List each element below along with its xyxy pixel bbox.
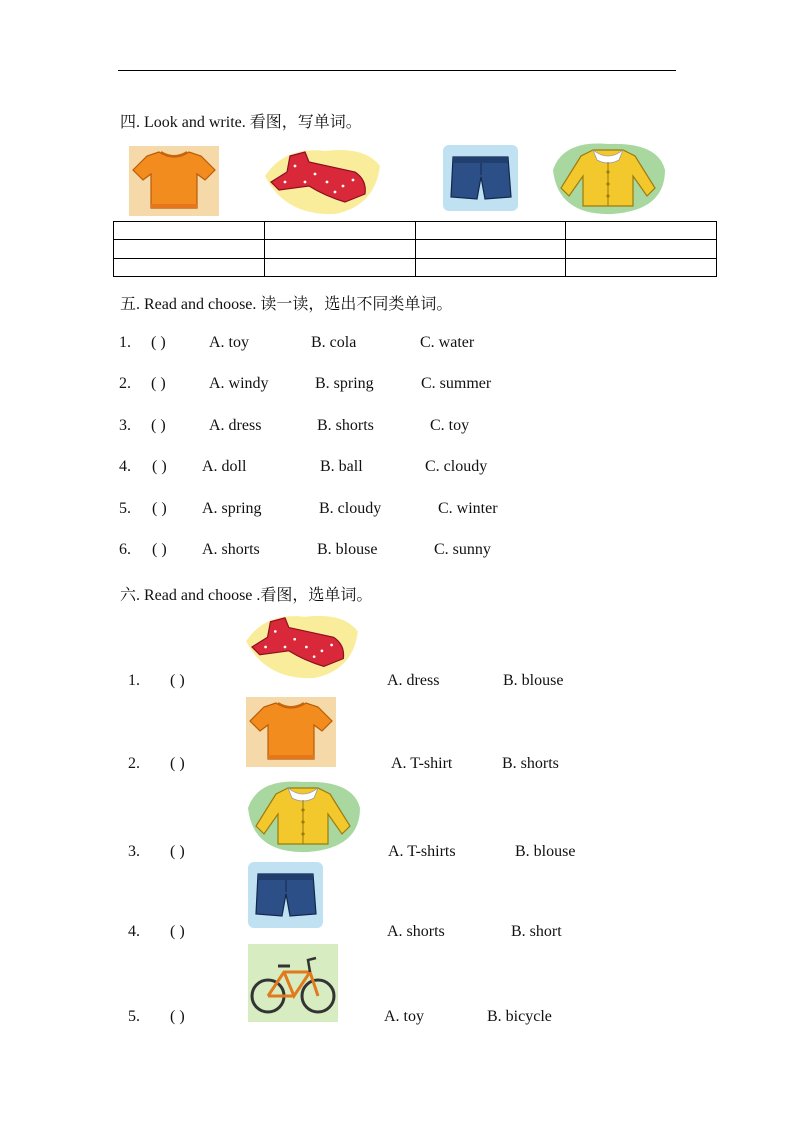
option-a: A. dress	[387, 672, 440, 689]
question-number: 3.	[119, 417, 131, 434]
question-row	[0, 843, 794, 863]
option-b: B. bicycle	[487, 1008, 552, 1025]
answer-blank[interactable]: ( )	[151, 375, 166, 392]
question-number: 2.	[119, 375, 131, 392]
option-b: B. short	[511, 923, 562, 940]
option-a: A. spring	[202, 500, 262, 517]
question-row	[0, 1008, 794, 1028]
option-c: C. sunny	[434, 541, 491, 558]
option-b: B. ball	[320, 458, 363, 475]
shorts-image	[443, 145, 518, 211]
answer-cell[interactable]	[415, 222, 566, 240]
question-row	[0, 500, 794, 520]
question-number: 1.	[128, 672, 140, 689]
answer-cell[interactable]	[114, 258, 265, 276]
option-b: B. cola	[311, 334, 357, 351]
option-a: A. T-shirt	[391, 755, 453, 772]
answer-blank[interactable]: ( )	[151, 334, 166, 351]
answer-cell[interactable]	[566, 240, 717, 258]
question-number: 2.	[128, 755, 140, 772]
section4-heading: 四. Look and write. 看图，写单词。	[120, 114, 362, 131]
question-row	[0, 375, 794, 395]
option-c: C. summer	[421, 375, 492, 392]
answer-cell[interactable]	[566, 258, 717, 276]
option-a: A. T-shirts	[388, 843, 456, 860]
option-a: A. dress	[209, 417, 262, 434]
answer-blank[interactable]: ( )	[152, 458, 167, 475]
question-row	[0, 417, 794, 437]
option-b: B. shorts	[502, 755, 559, 772]
section6-heading: 六. Read and choose .看图，选单词。	[120, 587, 373, 604]
answer-blank[interactable]: ( )	[152, 541, 167, 558]
question-number: 4.	[128, 923, 140, 940]
option-b: B. shorts	[317, 417, 374, 434]
option-c: C. toy	[430, 417, 470, 434]
answer-cell[interactable]	[264, 222, 415, 240]
answer-cell[interactable]	[415, 240, 566, 258]
option-b: B. cloudy	[319, 500, 382, 517]
question-row	[0, 923, 794, 943]
dress-image	[246, 612, 358, 680]
option-b: B. blouse	[317, 541, 378, 558]
option-a: A. toy	[209, 334, 249, 351]
answer-blank[interactable]: ( )	[170, 755, 185, 772]
blouse-image	[553, 140, 665, 216]
answer-blank[interactable]: ( )	[170, 843, 185, 860]
question-number: 3.	[128, 843, 140, 860]
answer-cell[interactable]	[415, 258, 566, 276]
dress-image	[265, 146, 380, 216]
question-row	[0, 755, 794, 775]
option-a: A. shorts	[202, 541, 260, 558]
option-a: A. shorts	[387, 923, 445, 940]
answer-cell[interactable]	[114, 222, 265, 240]
option-c: C. cloudy	[425, 458, 488, 475]
question-number: 4.	[119, 458, 131, 475]
answer-blank[interactable]: ( )	[170, 1008, 185, 1025]
section5-heading: 五. Read and choose. 读一读，选出不同类单词。	[120, 296, 453, 313]
option-c: C. water	[420, 334, 475, 351]
question-row	[0, 334, 794, 354]
option-a: A. toy	[384, 1008, 424, 1025]
option-b: B. blouse	[503, 672, 564, 689]
shorts-image	[248, 862, 323, 928]
answer-blank[interactable]: ( )	[151, 417, 166, 434]
answer-blank[interactable]: ( )	[170, 672, 185, 689]
answer-blank[interactable]: ( )	[170, 923, 185, 940]
option-b: B. blouse	[515, 843, 576, 860]
answer-cell[interactable]	[264, 240, 415, 258]
write-answer-grid	[113, 221, 717, 277]
option-c: C. winter	[438, 500, 498, 517]
option-a: A. windy	[209, 375, 269, 392]
question-number: 6.	[119, 541, 131, 558]
tshirt-image	[129, 146, 219, 216]
answer-cell[interactable]	[114, 240, 265, 258]
question-row	[0, 541, 794, 561]
question-number: 5.	[128, 1008, 140, 1025]
answer-cell[interactable]	[264, 258, 415, 276]
question-row	[0, 672, 794, 692]
option-a: A. doll	[202, 458, 247, 475]
answer-blank[interactable]: ( )	[152, 500, 167, 517]
question-row	[0, 458, 794, 478]
question-number: 1.	[119, 334, 131, 351]
question-number: 5.	[119, 500, 131, 517]
top-rule	[118, 70, 676, 71]
answer-cell[interactable]	[566, 222, 717, 240]
option-b: B. spring	[315, 375, 374, 392]
